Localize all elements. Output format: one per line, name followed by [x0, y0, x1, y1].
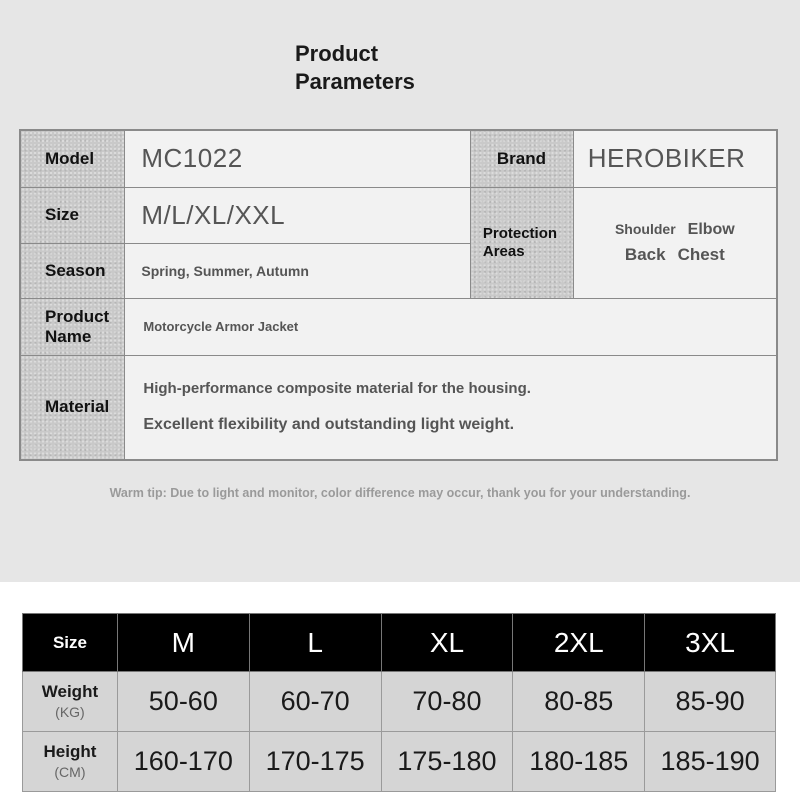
area-shoulder: Shoulder [614, 220, 676, 237]
param-row-product-name [20, 298, 777, 355]
material-line-1: High-performance composite material for the housing. [143, 380, 531, 398]
brand-value: HEROBIKER [573, 130, 777, 187]
model-value: MC1022 [125, 130, 470, 187]
material-value [125, 355, 777, 460]
weight-2xl: 80-85 [513, 672, 645, 732]
material-line-2: Excellent flexibility and outstanding light weight. [143, 416, 515, 434]
areas-row-1 [574, 221, 776, 239]
size-header-l: L [249, 614, 381, 672]
model-label: Model [20, 130, 125, 187]
protection-label-line-1: Protection [482, 224, 558, 242]
height-xl: 175-180 [381, 732, 513, 792]
size-chart-header [23, 614, 776, 672]
area-chest: Chest [677, 244, 725, 264]
size-row-height [23, 732, 776, 792]
size-label: Size [20, 187, 125, 243]
page-title [295, 40, 515, 96]
areas-row-2 [574, 245, 776, 265]
product-name-label [20, 298, 125, 355]
product-name-value: Motorcycle Armor Jacket [125, 298, 777, 355]
size-header-2xl: 2XL [513, 614, 645, 672]
size-chart-table [22, 613, 776, 792]
title-line-2: Parameters [295, 69, 415, 94]
height-unit: (CM) [54, 763, 86, 780]
season-label: Season [20, 243, 125, 298]
weight-unit: (KG) [55, 703, 85, 720]
size-value: M/L/XL/XXL [125, 187, 470, 243]
protection-label-line-2: Areas [482, 242, 525, 260]
weight-l: 60-70 [249, 672, 381, 732]
param-row-material [20, 355, 777, 460]
size-header-label: Size [23, 614, 118, 672]
height-label: Height [43, 741, 97, 761]
size-header-m: M [117, 614, 249, 672]
protection-areas-value [573, 187, 777, 298]
size-header-3xl: 3XL [645, 614, 776, 672]
product-label-line-1: Product [45, 306, 110, 326]
weight-label: Weight [41, 681, 99, 701]
warm-tip: Warm tip: Due to light and monitor, color difference may occur, thank you for your understanding. [109, 486, 691, 500]
protection-areas-label [470, 187, 573, 298]
area-elbow: Elbow [687, 220, 735, 238]
season-value: Spring, Summer, Autumn [125, 243, 470, 298]
weight-m: 50-60 [117, 672, 249, 732]
param-row-model [20, 130, 777, 187]
weight-3xl: 85-90 [645, 672, 776, 732]
height-l: 170-175 [249, 732, 381, 792]
brand-label: Brand [470, 130, 573, 187]
height-row-label [23, 732, 118, 792]
height-2xl: 180-185 [513, 732, 645, 792]
weight-xl: 70-80 [381, 672, 513, 732]
param-row-size [20, 187, 777, 243]
area-back: Back [624, 244, 666, 264]
height-m: 160-170 [117, 732, 249, 792]
material-label: Material [20, 355, 125, 460]
size-header-xl: XL [381, 614, 513, 672]
product-label-line-2: Name [45, 326, 92, 346]
height-3xl: 185-190 [645, 732, 776, 792]
title-line-1: Product [295, 41, 379, 66]
weight-row-label [23, 672, 118, 732]
size-row-weight [23, 672, 776, 732]
parameters-table [19, 129, 778, 461]
